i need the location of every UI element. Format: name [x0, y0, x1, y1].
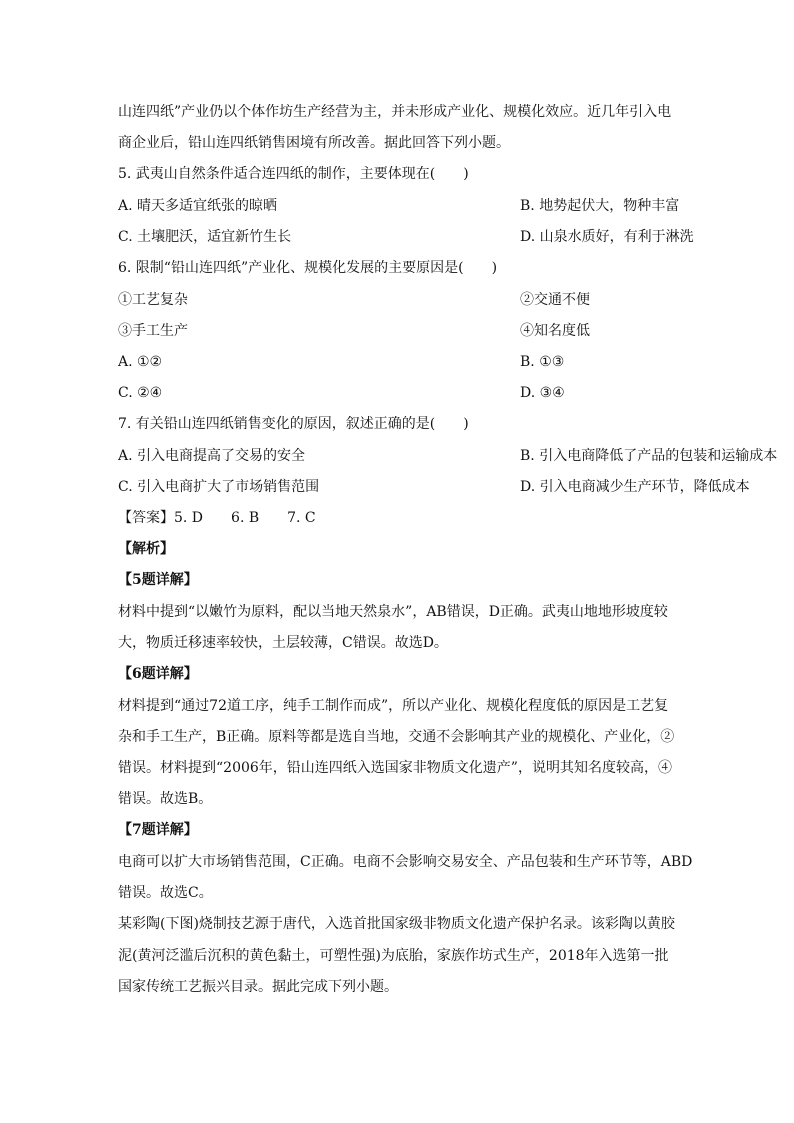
q7-explanation-heading: 【7题详解】 [118, 822, 198, 838]
q6-explanation-line-1: 材料提到“通过72道工序，纯手工制作而成”，所以产业化、规模化程度低的原因是工艺复 [118, 698, 669, 714]
next-material-line-3: 国家传统工艺振兴目录。据此完成下列小题。 [118, 979, 398, 995]
material-text-line-1: 山连四纸”产业仍以个体作坊生产经营为主，并未形成产业化、规模化效应。近几年引入电 [118, 104, 672, 120]
q6-statement-2: ②交通不便 [520, 292, 590, 308]
q7-explanation-line-2: 错误。故选C。 [118, 885, 213, 901]
question-6: 6. 限制“铅山连四纸”产业化、规模化发展的主要原因是( ) [118, 260, 498, 276]
q5-explanation-line-2: 大，物质迁移速率较快，土层较薄，C错误。故选D。 [118, 635, 448, 651]
q7-option-c: C. 引入电商扩大了市场销售范围 [118, 479, 320, 495]
q5-options-row-2 [118, 227, 694, 247]
q7-explanation-line-1: 电商可以扩大市场销售范围，C正确。电商不会影响交易安全、产品包装和生产环节等，ABD [118, 854, 693, 870]
question-7: 7. 有关铅山连四纸销售变化的原因，叙述正确的是( ) [118, 416, 469, 432]
q6-explanation-line-3: 错误。材料提到“2006年，铅山连四纸入选国家非物质文化遗产”，说明其知名度较高，④ [118, 760, 672, 776]
q6-option-b: B. ①③ [520, 354, 565, 370]
q7-option-a: A. 引入电商提高了交易的安全 [118, 448, 306, 464]
q6-options-row-1 [118, 352, 678, 372]
q6-option-d: D. ③④ [520, 385, 565, 401]
q7-option-d: D. 引入电商减少生产环节，降低成本 [520, 479, 750, 495]
q7-option-b: B. 引入电商降低了产品的包装和运输成本 [520, 448, 778, 464]
next-material-line-2: 泥(黄河泛滥后沉积的黄色黏土，可塑性强)为底胎，家族作坊式生产，2018年入选第一批 [118, 948, 669, 964]
q5-option-c: C. 土壤肥沃，适宜新竹生长 [118, 229, 292, 245]
q5-option-b: B. 地势起伏大，物种丰富 [520, 198, 680, 214]
q6-explanation-line-4: 错误。故选B。 [118, 791, 213, 807]
q5-option-a: A. 晴天多适宜纸张的晾晒 [118, 198, 278, 214]
answer-line: 【答案】5. D 6. B 7. C [118, 510, 316, 526]
q6-statement-1: ①工艺复杂 [118, 292, 188, 308]
q6-statement-3: ③手工生产 [118, 323, 188, 339]
q6-statements-row-2 [118, 321, 678, 341]
material-text-line-2: 商企业后，铅山连四纸销售困境有所改善。据此回答下列小题。 [118, 135, 510, 151]
q7-options-row-2 [118, 477, 750, 497]
analysis-heading: 【解析】 [118, 541, 174, 557]
q6-explanation-line-2: 杂和手工生产，B正确。原料等都是选自当地，交通不会影响其产业的规模化、产业化，② [118, 729, 675, 745]
q6-explanation-heading: 【6题详解】 [118, 666, 198, 682]
q5-explanation-heading: 【5题详解】 [118, 572, 198, 588]
q6-statement-4: ④知名度低 [520, 323, 590, 339]
q5-option-d: D. 山泉水质好，有利于淋洗 [520, 229, 694, 245]
question-5: 5. 武夷山自然条件适合连四纸的制作，主要体现在( ) [118, 166, 469, 182]
q6-options-row-2 [118, 383, 678, 403]
q6-option-a: A. ①② [118, 354, 163, 370]
q7-options-row-1 [118, 446, 778, 466]
q5-options-row-1 [118, 196, 678, 216]
q6-statements-row-1 [118, 290, 678, 310]
q5-explanation-line-1: 材料中提到“以嫩竹为原料，配以当地天然泉水”，AB错误，D正确。武夷山地地形坡度较 [118, 604, 668, 620]
next-material-line-1: 某彩陶(下图)烧制技艺源于唐代，入选首批国家级非物质文化遗产保护名录。该彩陶以黄胶 [118, 916, 675, 932]
q6-option-c: C. ②④ [118, 385, 163, 401]
